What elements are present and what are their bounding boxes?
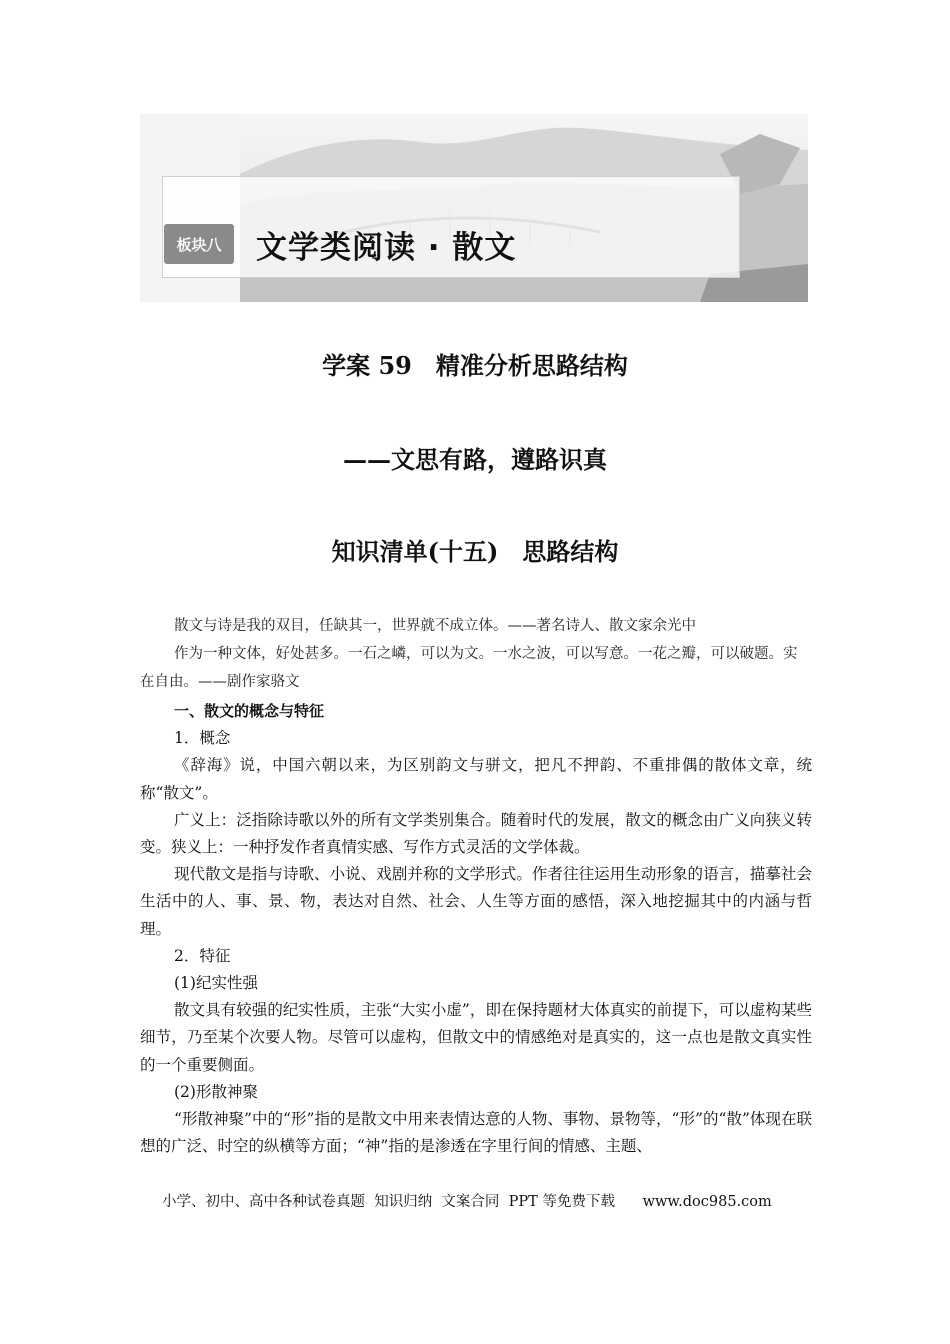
section-title: 知识清单(十五) 思路结构 [331, 537, 619, 566]
footer-text: 小学、初中、高中各种试卷真题 知识归纳 文案合同 PPT 等免费下载 [162, 1194, 615, 1210]
concept-paragraph: 《辞海》说，中国六朝以来，为区别韵文与骈文，把凡不押韵、不重排偶的散体文章，统称“散文”。 [140, 756, 812, 802]
feature-1-paragraph: 散文具有较强的纪实性质，主张“大实小虚”，即在保持题材大体真实的前提下，可以虚构某些细节，乃至某个次要人物。尽管可以虚构，但散文中的情感绝对是真实的，这一点也是散文真实性的一个重要侧面。 [140, 1001, 812, 1074]
concept-heading: 1．概念 [174, 729, 231, 748]
page-title: 学案 59 精准分析思路结构 [322, 351, 628, 380]
concept-paragraph: 广义上：泛指除诗歌以外的所有文学类别集合。随着时代的发展，散文的概念由广义向狭义转变。狭义上：一种抒发作者真情实感、写作方式灵活的文学体裁。 [140, 810, 812, 857]
feature-2-paragraph: “形散神聚”中的“形”指的是散文中用来表情达意的人物、事物、景物等，“形”的“散”体现在联想的广泛、时空的纵横等方面；“神”指的是渗透在字里行间的情感、主题、 [140, 1110, 812, 1156]
feature-2-heading: (2)形散神聚 [174, 1082, 258, 1101]
body-content [140, 698, 812, 1160]
feature-1-heading: (1)纪实性强 [174, 974, 258, 993]
footer-url: www.doc985.com [642, 1194, 772, 1210]
feature-heading: 2．特征 [174, 946, 231, 965]
section-badge: 板块八 [164, 224, 234, 264]
quote-2: 作为一种文体，好处甚多。一石之嶙，可以为文。一水之波，可以写意。一花之瓣，可以破题。实在自由。——剧作家骆文 [140, 646, 798, 690]
concept-paragraph: 现代散文是指与诗歌、小说、戏剧并称的文学形式。作者往往运用生动形象的语言，描摹社会生活中的人、事、景、物，表达对自然、社会、人生等方面的感悟，深入地挖掘其中的内涵与哲理。 [140, 865, 812, 938]
header-banner [140, 114, 808, 302]
banner-title: 文学类阅读 · 散文 [256, 230, 517, 266]
quote-1: 散文与诗是我的双目，任缺其一，世界就不成立体。——著名诗人、散文家余光中 [174, 618, 696, 634]
page-subtitle: ——文思有路，遵路识真 [343, 445, 607, 474]
page-footer [162, 1190, 772, 1211]
part-heading: 一、散文的概念与特征 [174, 702, 325, 720]
